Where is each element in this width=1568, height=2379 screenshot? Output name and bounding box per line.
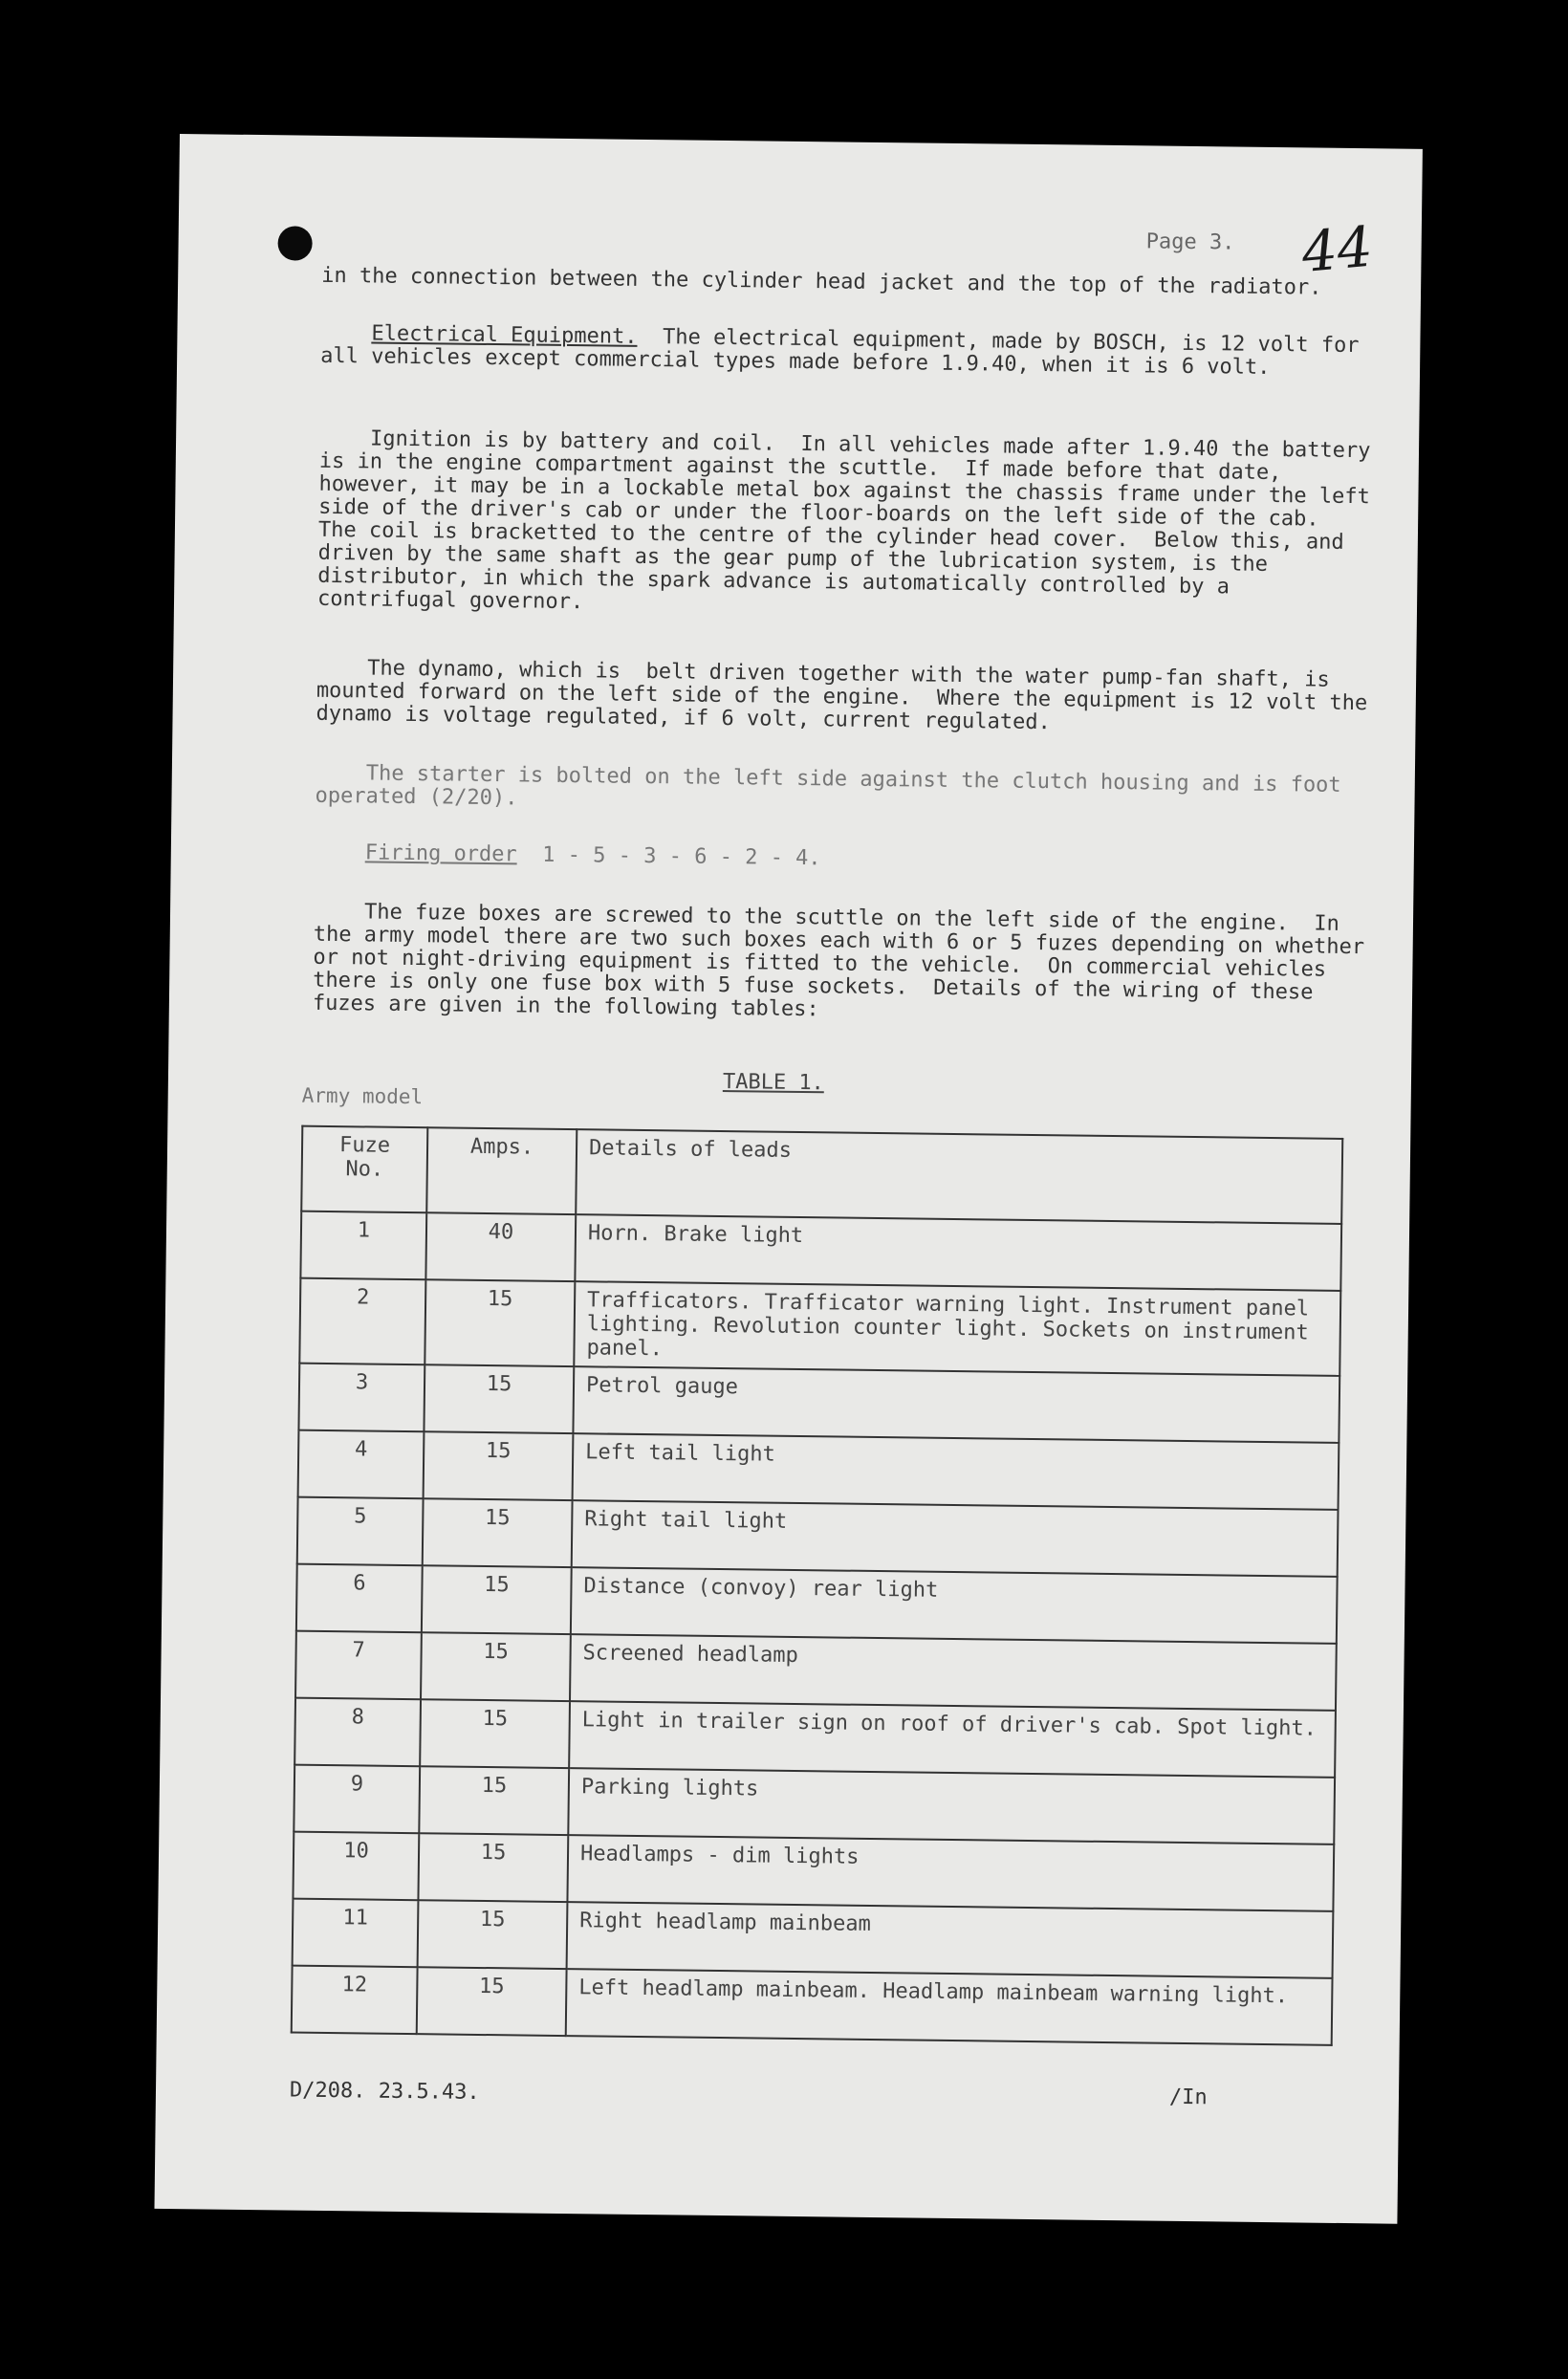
fuze-number: 4 (298, 1430, 425, 1499)
paragraph-electrical-text: The electrical equipment, made by BOSCH, is 12 volt for all vehicles except commercial types made before 1.9.40, when it is 6 volt. (320, 325, 1372, 380)
document-page (154, 134, 1422, 2224)
paragraph-fuze-boxes (312, 900, 1378, 1029)
fuze-amps: 15 (424, 1431, 574, 1500)
fuze-amps: 15 (422, 1565, 572, 1634)
fuze-amps: 40 (425, 1212, 576, 1281)
fuze-number: 3 (298, 1364, 425, 1432)
firing-order-sequence: 1 - 5 - 3 - 6 - 2 - 4. (542, 842, 821, 871)
fuze-amps: 15 (425, 1279, 575, 1366)
table-row (298, 1364, 1339, 1443)
table-row (298, 1430, 1339, 1510)
fuze-amps: 15 (418, 1900, 568, 1969)
fuze-number: 1 (300, 1211, 426, 1280)
fuze-number: 10 (293, 1832, 419, 1901)
table-row (292, 1966, 1333, 2045)
fuze-details: Right headlamp mainbeam (567, 1902, 1334, 1978)
continuation-mark: /In (1168, 2084, 1208, 2110)
fuze-number: 5 (297, 1497, 424, 1566)
paragraph-dynamo-text: The dynamo, which is belt driven together with the water pump-fan shaft, is mounted forward on the left side of the engine. Where the equipment is 12 volt the dynamo is voltage regulated, if 6 volt, current regulated. (316, 656, 1381, 735)
table-row (297, 1497, 1339, 1577)
fuze-details: Distance (convoy) rear light (571, 1567, 1338, 1644)
table-row (293, 1899, 1334, 1978)
fuze-details: Headlamps - dim lights (567, 1835, 1334, 1911)
table-row (294, 1698, 1336, 1778)
handwritten-folio-number: 44 (1298, 213, 1376, 286)
paragraph-continuation: in the connection between the cylinder head jacket and the top of the radiator. (321, 263, 1322, 300)
fuze-details: Right tail light (572, 1500, 1339, 1577)
heading-firing-order: Firing order (364, 840, 517, 867)
paragraph-starter (315, 762, 1377, 821)
document-reference: D/208. 23.5.43. (289, 2078, 480, 2105)
header-fuze-no: Fuze No. (301, 1126, 427, 1213)
table-row (296, 1564, 1338, 1644)
fuze-details: Horn. Brake light (575, 1214, 1341, 1291)
table-row (299, 1278, 1340, 1376)
fuze-amps: 15 (424, 1364, 574, 1433)
table-row (293, 1832, 1334, 1911)
paragraph-starter-text: The starter is bolted on the left side against the clutch housing and is foot operated (2/20). (315, 761, 1355, 811)
table-row (295, 1631, 1337, 1711)
fuze-number: 11 (293, 1899, 419, 1968)
fuze-details: Left tail light (573, 1433, 1339, 1510)
fuze-number: 6 (296, 1564, 423, 1633)
paragraph-dynamo (316, 656, 1381, 739)
paragraph-ignition (317, 427, 1381, 624)
table-row (300, 1211, 1341, 1291)
fuze-amps: 15 (418, 1833, 568, 1902)
fuze-amps: 15 (420, 1699, 570, 1768)
fuze-number: 9 (294, 1765, 420, 1834)
header-details: Details of leads (576, 1129, 1342, 1224)
fuze-amps: 15 (417, 1967, 567, 2036)
fuze-details: Left headlamp mainbeam. Headlamp mainbeam warning light. (566, 1969, 1333, 2045)
table-title: TABLE 1. (722, 1070, 825, 1096)
fuze-amps: 15 (419, 1766, 569, 1835)
page-number: Page 3. (1145, 229, 1235, 255)
table-header-row (301, 1126, 1342, 1224)
paragraph-firing-order (315, 841, 1376, 878)
fuze-number: 8 (294, 1698, 421, 1767)
paragraph-fuze-boxes-text: The fuze boxes are screwed to the scuttle on the left side of the engine. In the army model there are two such boxes each with 6 or 5 fuzes depending on whether or not night-driving equipment is fitted to the vehicle. On commercial vehicles there is only one fuse box with 5 fuse sockets. Details of the wiring of these fuzes are given in the following tables: (312, 900, 1378, 1022)
paragraph-electrical (320, 322, 1383, 382)
fuze-amps: 15 (421, 1632, 571, 1701)
fuze-table (291, 1125, 1344, 2046)
punch-hole (277, 226, 312, 260)
fuze-details: Screened headlamp (570, 1634, 1337, 1711)
fuze-number: 12 (292, 1966, 418, 2035)
table-row (294, 1765, 1335, 1844)
fuze-amps: 15 (423, 1498, 573, 1567)
paragraph-ignition-text: Ignition is by battery and coil. In all vehicles made after 1.9.40 the battery is in the engine compartment against the scuttle. If made before that date, however, it may be in a lockable metal box against the chassis frame under the left side of the driver's cab or under the floor-boards on the left side of the cab. The coil is bracketted to the centre of the cylinder head cover. Below this, and driven by the same shaft as the gear pump of the lubrication system, is the distributor, in which the spark advance is automatically controlled by a contrifugal governor. (316, 426, 1383, 615)
fuze-number: 7 (295, 1631, 422, 1700)
fuze-number: 2 (299, 1278, 425, 1365)
fuze-details: Petrol gauge (573, 1366, 1339, 1443)
fuze-details: Light in trailer sign on roof of driver's cab. Spot light. (569, 1701, 1336, 1778)
table-caption-left: Army model (301, 1083, 424, 1109)
heading-electrical-equipment: Electrical Equipment. (371, 321, 638, 349)
fuze-details: Trafficators. Trafficator warning light. Instrument panel lighting. Revolution counter light. Sockets on instrument panel. (574, 1281, 1340, 1376)
fuze-details: Parking lights (568, 1768, 1335, 1844)
header-amps: Amps. (426, 1127, 577, 1214)
